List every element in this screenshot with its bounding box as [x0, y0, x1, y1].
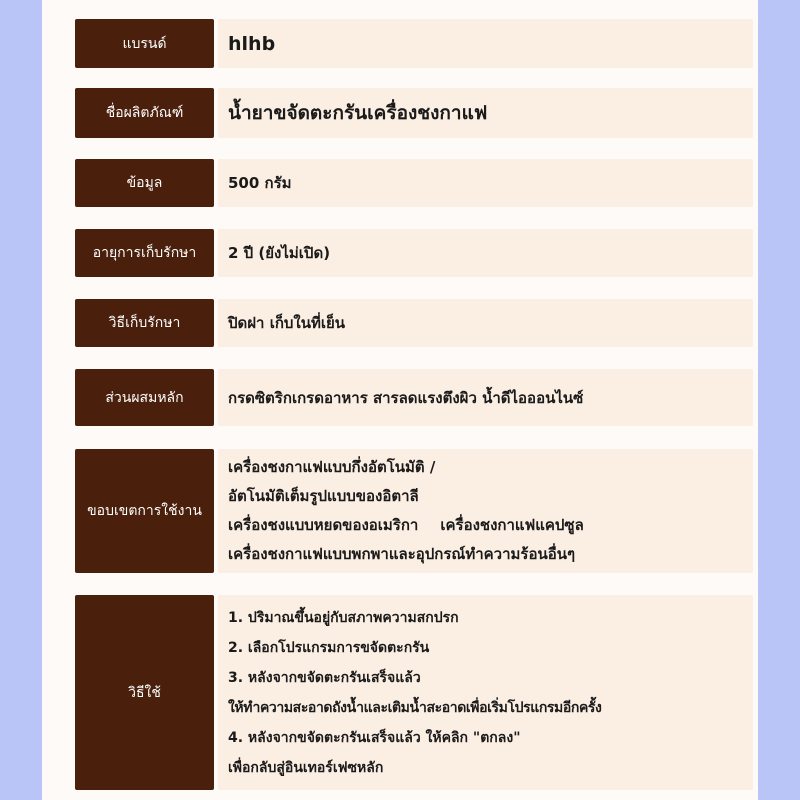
- row-product-name: [75, 88, 753, 138]
- usage-scope-label: ขอบเขตการใช้งาน: [75, 449, 214, 573]
- row-instructions: [75, 595, 753, 790]
- ingredients-value: กรดซิตริกเกรดอาหาร สารลดแรงตึงผิว น้ำดีไอออนไนซ์: [218, 369, 753, 426]
- row-info: [75, 159, 753, 207]
- usage-scope-item: เครื่องชงกาแฟแคปซูล: [440, 516, 584, 534]
- storage-value: ปิดฝา เก็บในที่เย็น: [218, 299, 753, 347]
- brand-label: แบรนด์: [75, 19, 214, 68]
- product-name-value: น้ำยาขจัดตะกรันเครื่องชงกาแฟ: [218, 88, 753, 138]
- instruction-line: 4. หลังจากขจัดตะกรันเสร็จแล้ว ให้คลิก "ตกลง": [228, 730, 521, 746]
- instruction-line: 2. เลือกโปรแกรมการขจัดตะกรัน: [228, 640, 430, 656]
- usage-scope-line: เครื่องชงกาแฟแบบพกพาและอุปกรณ์ทำความร้อนอื่นๆ: [228, 545, 576, 563]
- usage-scope-line: [228, 511, 753, 540]
- usage-scope-value: [218, 449, 753, 573]
- usage-scope-line: เครื่องชงกาแฟแบบกึ่งอัตโนมัติ /: [228, 458, 436, 476]
- instruction-line: 1. ปริมาณขึ้นอยู่กับสภาพความสกปรก: [228, 610, 459, 626]
- instructions-value: [218, 595, 753, 790]
- instructions-label: วิธีใช้: [75, 595, 214, 790]
- usage-scope-line: อัตโนมัติเต็มรูปแบบของอิตาลี: [228, 487, 419, 505]
- product-name-label: ชื่อผลิตภัณฑ์: [75, 88, 214, 138]
- info-label: ข้อมูล: [75, 159, 214, 207]
- shelf-life-value: 2 ปี (ยังไม่เปิด): [218, 229, 753, 277]
- row-storage: [75, 299, 753, 347]
- spec-sheet: [42, 0, 758, 800]
- shelf-life-label: อายุการเก็บรักษา: [75, 229, 214, 277]
- info-value: 500 กรัม: [218, 159, 753, 207]
- row-usage-scope: [75, 449, 753, 573]
- storage-label: วิธีเก็บรักษา: [75, 299, 214, 347]
- row-ingredients: [75, 369, 753, 426]
- instruction-line: เพื่อกลับสู่อินเทอร์เฟซหลัก: [228, 760, 384, 776]
- ingredients-label: ส่วนผสมหลัก: [75, 369, 214, 426]
- instruction-line: 3. หลังจากขจัดตะกรันเสร็จแล้ว: [228, 670, 421, 686]
- brand-value: hlhb: [218, 19, 753, 68]
- row-shelf-life: [75, 229, 753, 277]
- row-brand: [75, 19, 753, 68]
- instruction-line: ให้ทำความสะอาดถังน้ำและเติมน้ำสะอาดเพื่อเริ่มโปรแกรมอีกครั้ง: [228, 700, 602, 716]
- usage-scope-item: เครื่องชงแบบหยดของอเมริกา: [228, 516, 419, 534]
